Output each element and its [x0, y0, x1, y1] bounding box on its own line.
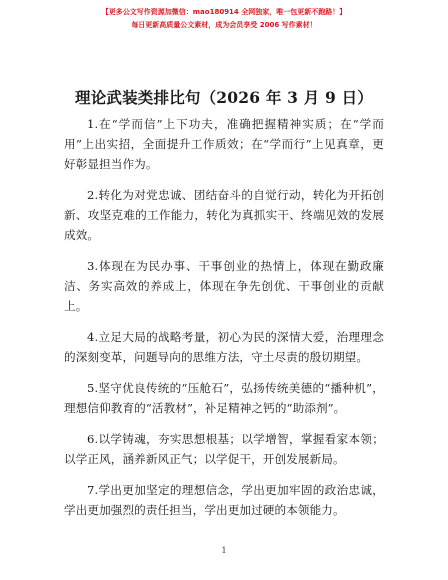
promo-banner	[0, 6, 448, 32]
promo-banner-line-1: 【更多公文写作资源加微信：mao180914 全网独家，唯一包更新不跑路！】	[101, 8, 347, 16]
document-body	[64, 114, 384, 531]
paragraph-1: 1.在“学而信”上下功夫，准确把握精神实质；在“学而用”上出实招，全面提升工作质效；在“学而行”上见真章，更好彰显担当作为。	[64, 117, 384, 171]
page-number: 1	[221, 546, 227, 555]
paragraph-2: 2.转化为对党忠诚、团结奋斗的自觉行动，转化为开拓创新、攻坚克难的工作能力，转化为真抓实干、终端见效的发展成效。	[64, 188, 384, 242]
promo-banner-line-2: 每日更新高质量公文素材，成为会员享受 2006 写作素材！	[131, 21, 317, 29]
paragraph-4: 4.立足大局的战略考量，初心为民的深情大爱，治理理念的深刻变革，问题导向的思维方法，守土尽责的殷切期望。	[64, 330, 384, 364]
paragraph-3: 3.体现在为民办事、干事创业的热情上，体现在勤政廉洁、务实高效的养成上，体现在争先创优、干事创业的贡献上。	[64, 259, 384, 313]
paragraph-5: 5.坚守优良传统的“压舱石”，弘扬传统美德的“播种机”，理想信仰教育的“活教材”，补足精神之钙的“助添剂”。	[64, 381, 384, 415]
paragraph-6: 6.以学铸魂，夯实思想根基；以学增智，掌握看家本领；以学正风，涵养新风正气；以学促干，开创发展新局。	[64, 432, 384, 466]
paragraph-7: 7.学出更加坚定的理想信念，学出更加牢固的政治忠诚，学出更加强烈的责任担当，学出更加过硬的本领能力。	[64, 483, 384, 517]
document-title: 理论武装类排比句（2026 年 3 月 9 日）	[75, 88, 373, 107]
